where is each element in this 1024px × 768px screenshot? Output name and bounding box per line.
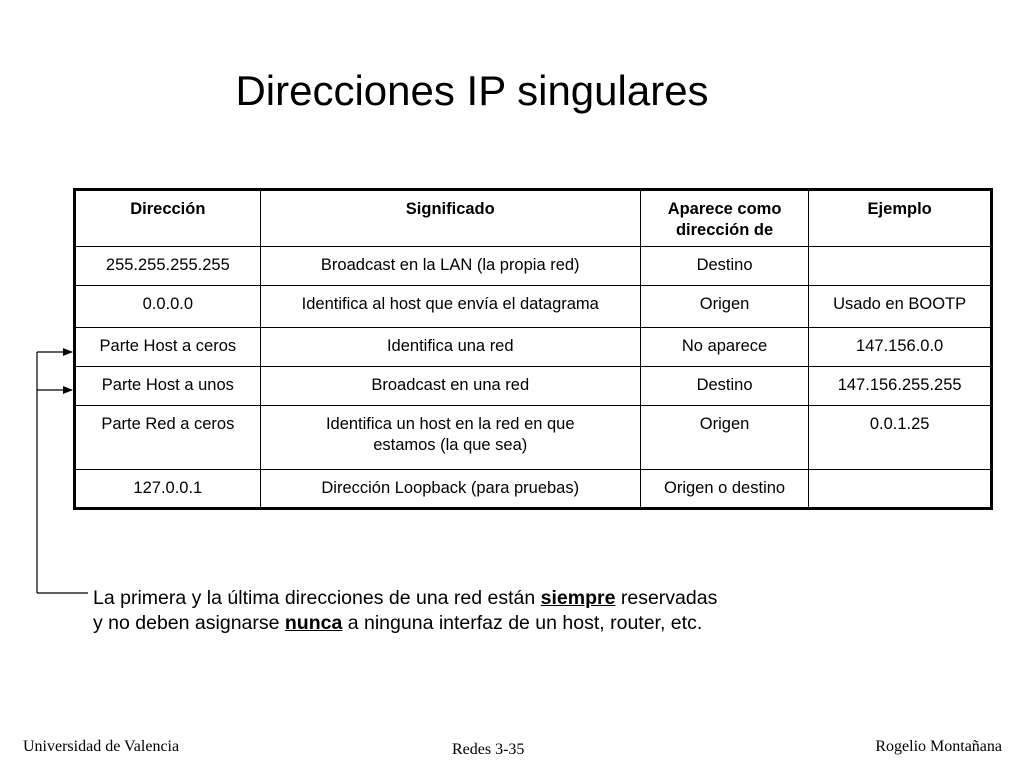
cell-aparece: Origen <box>640 406 808 470</box>
note-line2-after: a ninguna interfaz de un host, router, etc. <box>342 612 703 635</box>
header-aparece-line2: dirección de <box>675 220 774 239</box>
cell-significado <box>260 406 640 470</box>
cell-significado: Dirección Loopback (para pruebas) <box>260 470 640 509</box>
cell-aparece: Origen o destino <box>640 470 808 509</box>
table-row <box>75 247 992 286</box>
cell-aparece: Origen <box>640 286 808 328</box>
cell-direccion: Parte Host a unos <box>75 367 261 406</box>
header-aparece-line1: Aparece como <box>667 200 782 218</box>
cell-direccion: 0.0.0.0 <box>75 286 261 328</box>
footer-author: Rogelio Montañana <box>875 738 1002 755</box>
footer-university: Universidad de Valencia <box>23 738 180 755</box>
reserved-addresses-note <box>93 586 717 637</box>
note-line1-before: La primera y la última direcciones de una red están <box>93 587 541 609</box>
header-direccion: Dirección <box>75 190 261 247</box>
header-aparece <box>640 190 808 247</box>
cell-significado: Broadcast en una red <box>260 367 640 406</box>
cell-ejemplo: 147.156.255.255 <box>809 367 992 406</box>
cell-direccion: Parte Host a ceros <box>75 328 261 367</box>
cell-ejemplo: 147.156.0.0 <box>809 328 992 367</box>
table-row <box>75 286 992 328</box>
cell-significado: Broadcast en la LAN (la propia red) <box>260 247 640 286</box>
cell-ejemplo: 0.0.1.25 <box>809 406 992 470</box>
footer-page-number: Redes 3-35 <box>452 741 525 758</box>
table-row <box>75 470 992 509</box>
cell-ejemplo <box>809 247 992 286</box>
note-line2-before: y no deben asignarse <box>93 612 285 635</box>
table-row <box>75 367 992 406</box>
cell-direccion: 127.0.0.1 <box>75 470 261 509</box>
cell-aparece: Destino <box>640 247 808 286</box>
table-row <box>75 406 992 470</box>
cell-significado: Identifica al host que envía el datagrama <box>260 286 640 328</box>
header-ejemplo: Ejemplo <box>809 190 992 247</box>
note-line1-after: reservadas <box>615 587 718 609</box>
note-line-1 <box>93 586 717 611</box>
cell-ejemplo <box>809 470 992 509</box>
cell-significado-line2: estamos (la que sea) <box>373 435 528 454</box>
cell-direccion: Parte Red a ceros <box>75 406 261 470</box>
cell-significado-line1: Identifica un host en la red en que <box>325 415 575 433</box>
note-line-2 <box>93 611 717 636</box>
cell-aparece: No aparece <box>640 328 808 367</box>
note-emph-nunca: nunca <box>284 612 343 635</box>
cell-direccion: 255.255.255.255 <box>75 247 261 286</box>
table-header-row <box>75 190 992 247</box>
header-significado: Significado <box>260 190 640 247</box>
cell-aparece: Destino <box>640 367 808 406</box>
note-emph-siempre: siempre <box>540 587 616 609</box>
cell-ejemplo: Usado en BOOTP <box>809 286 992 328</box>
cell-significado: Identifica una red <box>260 328 640 367</box>
table-row <box>75 328 992 367</box>
special-ip-table <box>73 188 993 510</box>
slide-title: Direcciones IP singulares <box>235 67 709 114</box>
